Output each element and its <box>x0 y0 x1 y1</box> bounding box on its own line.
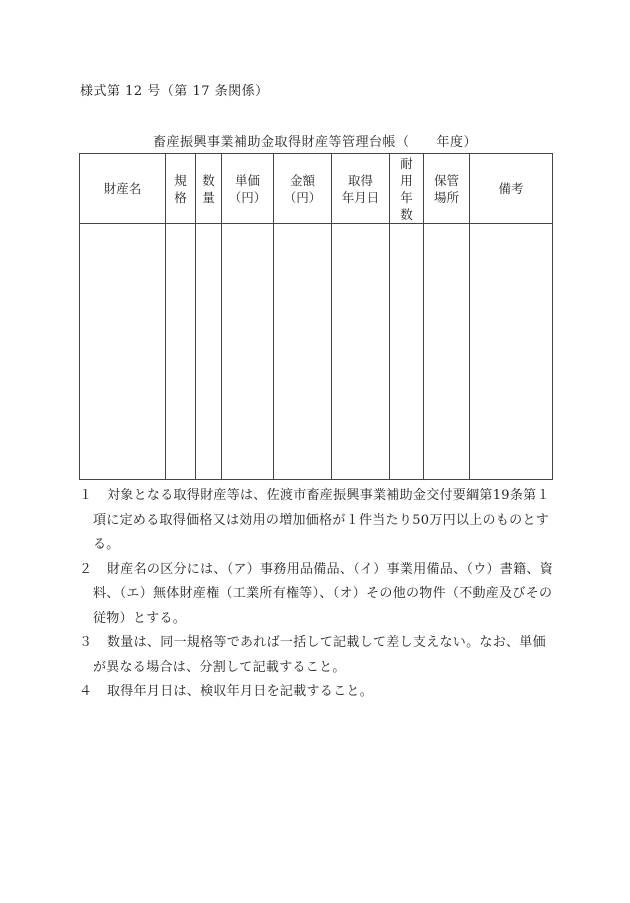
header-specification <box>166 154 196 224</box>
header-useful-life <box>390 154 424 224</box>
note-text: 対象となる取得財産等は、佐渡市畜産振興事業補助金交付要綱第19条第１項に定める取得価格又は効用の増加価格が１件当たり50万円以上のものとする。 <box>93 488 550 552</box>
note-number: ２ <box>79 561 93 577</box>
header-line: 用 <box>400 172 413 188</box>
header-asset-name <box>80 154 166 224</box>
header-line: （円） <box>283 189 322 205</box>
form-number: 様式第 12 号（第 17 条関係） <box>80 84 269 99</box>
cell-quantity[interactable] <box>196 224 222 480</box>
cell-asset-name[interactable] <box>80 224 166 480</box>
header-line: 金額 <box>289 172 315 188</box>
note-number: １ <box>79 488 93 503</box>
header-line: 数 <box>202 172 215 188</box>
header-line: 保管 <box>433 172 459 188</box>
note-text: 財産名の区分には、（ア）事務用品備品、（イ）事業用備品、（ウ）書籍、資料、（エ）無体財産権（工業所有権等）、（オ）その他の物件（不動産及びその従物）とする。 <box>93 561 554 626</box>
note-item <box>79 484 557 558</box>
ledger-title: 畜産振興事業補助金取得財産等管理台帳（ 年度） <box>152 135 477 150</box>
header-acquisition-date <box>332 154 390 224</box>
cell-amount[interactable] <box>274 224 332 480</box>
cell-acquisition-date[interactable] <box>332 224 390 480</box>
note-text: 数量は、同一規格等であれば一括して記載して差し支えない。なお、単価が異なる場合は、分割して記載すること。 <box>93 635 546 675</box>
note-number: ３ <box>79 635 93 650</box>
header-storage-location <box>424 154 470 224</box>
header-unit-price <box>222 154 274 224</box>
cell-unit-price[interactable] <box>222 224 274 480</box>
header-line: 備考 <box>498 181 524 196</box>
header-line: 耐 <box>400 155 413 171</box>
asset-ledger-table <box>79 153 553 480</box>
header-quantity <box>196 154 222 224</box>
header-line: 量 <box>202 189 215 205</box>
header-remarks <box>470 154 553 224</box>
header-line: 取得 <box>347 172 373 188</box>
cell-useful-life[interactable] <box>390 224 424 480</box>
header-line: 場所 <box>433 189 459 205</box>
note-text: 取得年月日は、検収年月日を記載すること。 <box>107 684 374 699</box>
header-line: 年月日 <box>341 189 380 205</box>
table-row <box>80 224 553 480</box>
note-item <box>79 631 557 680</box>
header-line: 単価 <box>234 172 260 188</box>
cell-remarks[interactable] <box>470 224 553 480</box>
header-line: 数 <box>400 206 413 222</box>
cell-storage-location[interactable] <box>424 224 470 480</box>
header-line: 格 <box>174 189 187 205</box>
header-line: 規 <box>174 172 187 188</box>
note-item <box>79 680 557 705</box>
note-number: ４ <box>79 684 93 699</box>
cell-specification[interactable] <box>166 224 196 480</box>
header-line: 年 <box>400 189 413 205</box>
header-line: 財産名 <box>103 181 142 196</box>
header-line: （円） <box>228 189 267 205</box>
header-amount <box>274 154 332 224</box>
notes-list <box>79 484 557 705</box>
header-row <box>80 154 553 224</box>
note-item <box>79 558 557 632</box>
